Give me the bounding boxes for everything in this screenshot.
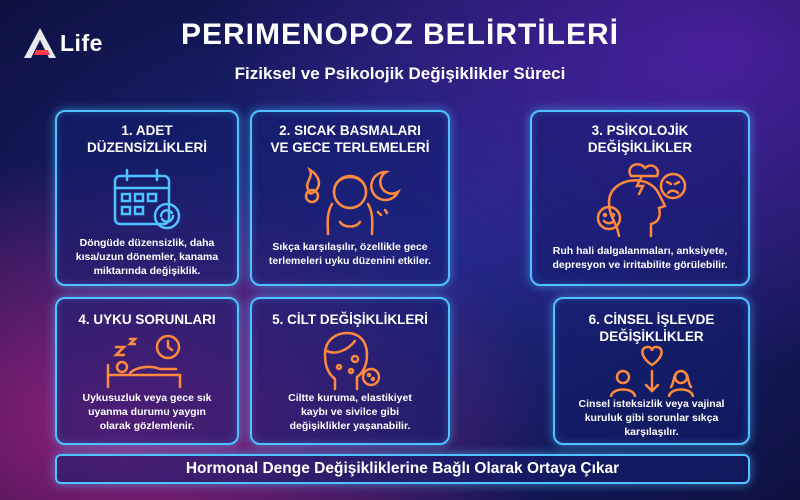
card-title: 2. SICAK BASMALARI VE GECE TERLEMELERİ [270, 123, 430, 155]
card-description: Cinsel isteksizlik veya vajinal kuruluk gibi sorunlar sıkça karşılaşılır. [578, 398, 725, 438]
mood-icon [585, 162, 695, 238]
card-title: 6. CİNSEL İŞLEVDE DEĞİŞİKLİKLER [588, 312, 715, 344]
symptom-card-menstrual [55, 110, 239, 286]
brand-name: Life [60, 30, 103, 56]
card-description: Döngüde düzensizlik, daha kısa/uzun dönemler, kanama miktarında değişiklik. [75, 237, 219, 277]
card-title: 5. CİLT DEĞİŞİKLİKLERİ [272, 312, 428, 327]
sleep-icon [102, 333, 192, 389]
symptom-card-sleep [55, 297, 239, 445]
card-title: 1. ADET DÜZENSİZLİKLERİ [87, 123, 207, 155]
footer-banner: Hormonal Denge Değişikliklerine Bağlı Olarak Ortaya Çıkar [55, 454, 750, 484]
symptom-card-skin [250, 297, 450, 445]
card-description: Uykusuzluk veya gece sık uyanma durumu yaygın olarak gözlemlenir. [82, 392, 212, 432]
symptom-card-sexual-function [553, 297, 750, 445]
page-subtitle: Fiziksel ve Psikolojik Değişiklikler Süreci [234, 64, 566, 83]
card-description: Ciltte kuruma, elastikiyet kaybı ve sivilce gibi değişiklikler yaşanabilir. [288, 392, 412, 432]
hot-flash-icon [290, 162, 410, 236]
calendar-icon [107, 166, 187, 236]
card-title: 3. PSİKOLOJİK DEĞİŞİKLİKLER [587, 123, 693, 155]
card-description: Ruh hali dalgalanmaları, anksiyete, depresyon ve irritabilite görülebilir. [552, 245, 728, 271]
couple-heart-icon [607, 345, 697, 397]
skin-icon [315, 331, 385, 391]
symptom-card-hot-flashes [250, 110, 450, 286]
card-description: Sıkça karşılaşılır, özellikle gece terlemeleri uyku düzenini etkiler. [268, 241, 432, 267]
page-title: PERIMENOPOZ BELİRTİLERİ [180, 18, 620, 51]
symptom-card-psychological [530, 110, 750, 286]
card-title: 4. UYKU SORUNLARI [78, 312, 216, 327]
